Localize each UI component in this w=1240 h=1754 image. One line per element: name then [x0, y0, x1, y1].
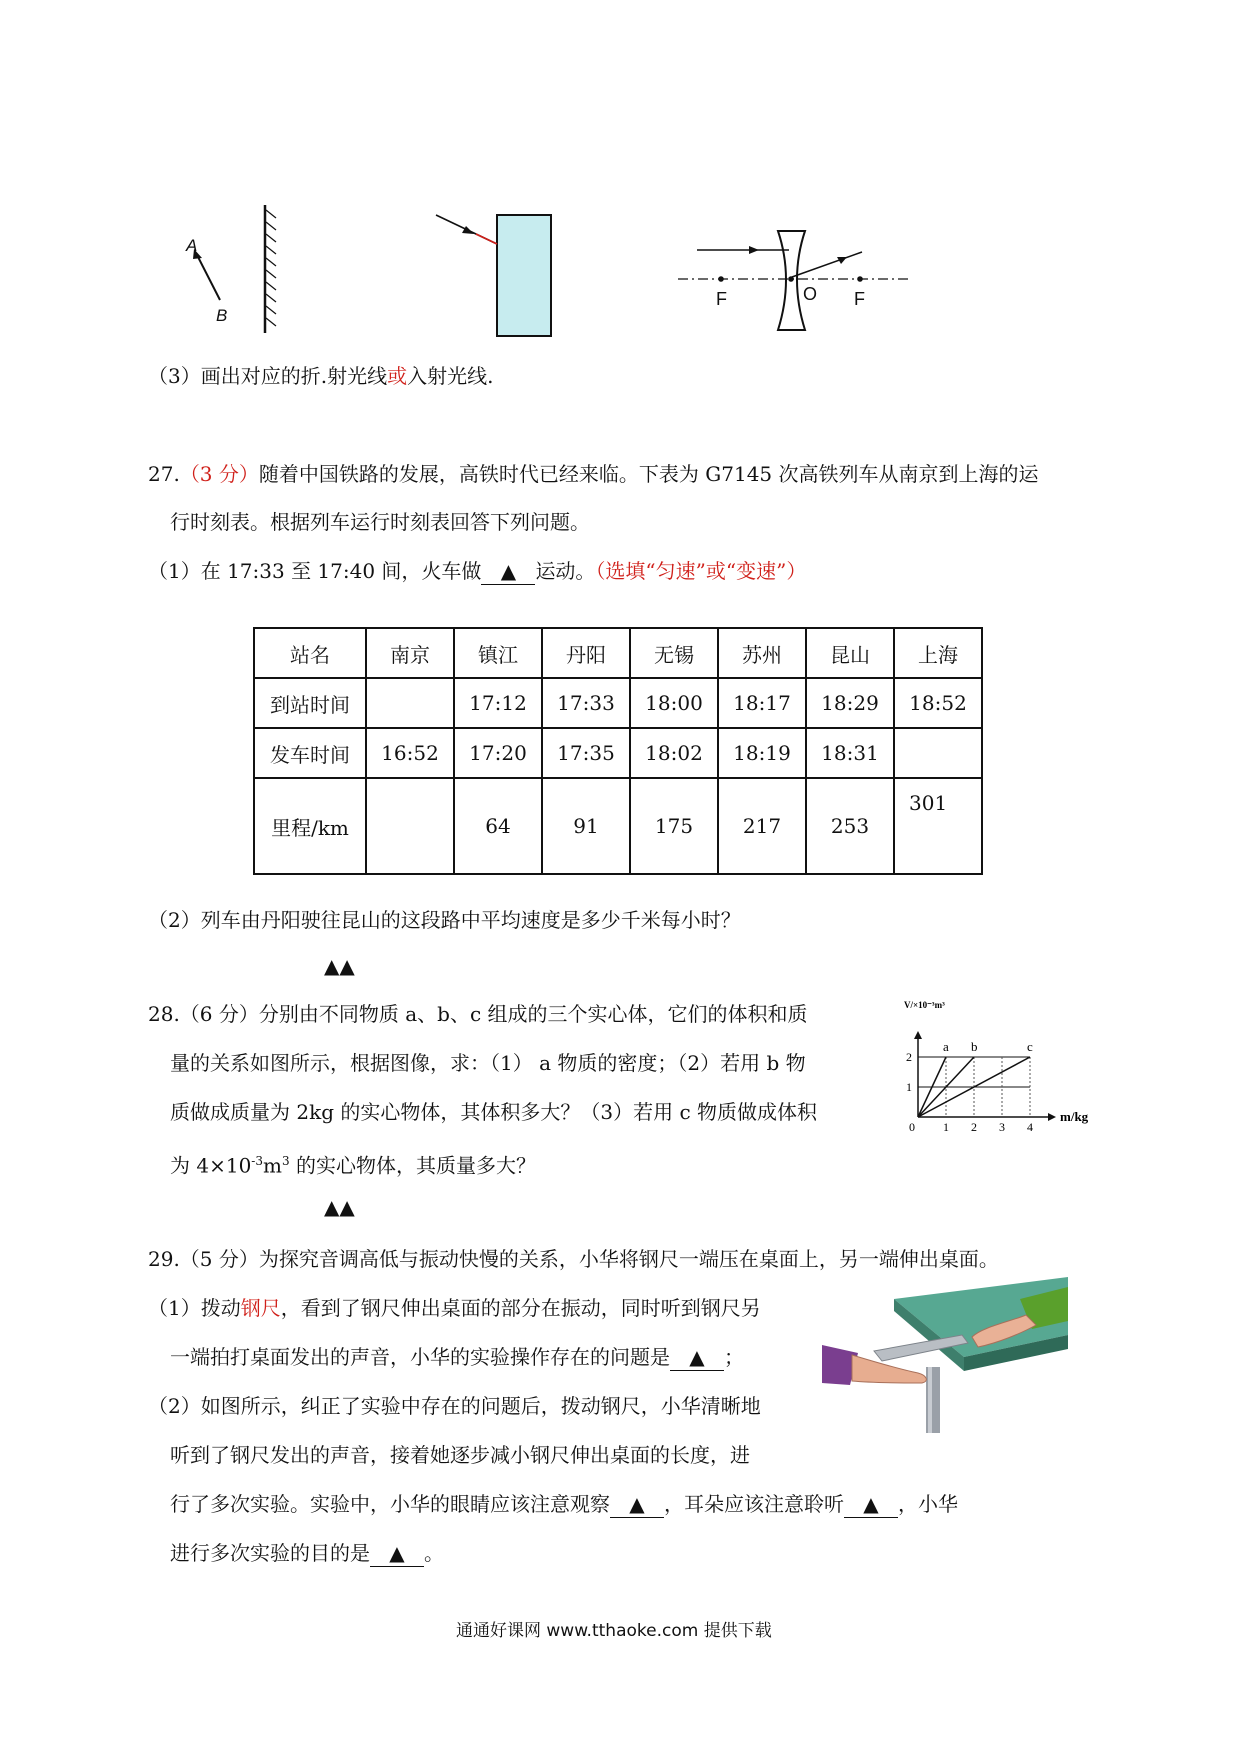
- answer-blank[interactable]: ▲: [610, 1491, 664, 1518]
- x-tick-label: 3: [999, 1120, 1005, 1134]
- volume-mass-graph: [878, 992, 1098, 1142]
- table-cell: 17:20: [454, 728, 542, 778]
- answer-blank[interactable]: ▲: [370, 1540, 424, 1567]
- series-label-b: b: [971, 1039, 978, 1054]
- focus-left-label: F: [716, 289, 727, 309]
- answer-blank[interactable]: ▲: [844, 1491, 898, 1518]
- x-tick-label: 0: [909, 1120, 915, 1134]
- table-cell: 发车时间: [254, 728, 366, 778]
- table-cell: 昆山: [806, 628, 894, 678]
- table-cell: 18:17: [718, 678, 806, 728]
- q27-part2: （2）列车由丹阳驶往昆山的这段路中平均速度是多少千米每小时？: [148, 908, 741, 932]
- table-cell: 17:33: [542, 678, 630, 728]
- table-cell: 17:12: [454, 678, 542, 728]
- q28-line1: 28.（6 分）分别由不同物质 a、b、c 组成的三个实心体，它们的体积和质: [148, 1002, 808, 1026]
- series-label-a: a: [943, 1039, 949, 1054]
- q27-answer-mark: ▲▲: [324, 954, 355, 978]
- table-cell: 175: [630, 778, 718, 874]
- table-cell: 丹阳: [542, 628, 630, 678]
- y-axis-arrow: [914, 1031, 922, 1039]
- q3-instruction: （3）画出对应的折.射光线或入射光线.: [148, 364, 494, 388]
- q29-line1: 29.（5 分）为探究音调高低与振动快慢的关系，小华将钢尺一端压在桌面上，另一端伸出桌面。: [148, 1247, 999, 1271]
- series-label-c: c: [1027, 1039, 1033, 1054]
- q27-part1: （1）在 17:33 至 17:40 间，火车做 ▲ 运动。（选填“匀速”或“变速”）: [148, 559, 807, 583]
- table-cell: 18:52: [894, 678, 982, 728]
- table-cell: [894, 728, 982, 778]
- table-cell: 18:31: [806, 728, 894, 778]
- table-cell: 91: [542, 778, 630, 874]
- x-tick-label: 2: [971, 1120, 977, 1134]
- train-timetable: [253, 627, 983, 875]
- page-footer: 通通好课网 www.tthaoke.com 提供下载: [456, 1621, 772, 1641]
- table-cell: 16:52: [366, 728, 454, 778]
- y-tick-label: 2: [906, 1050, 912, 1064]
- q28-answer-mark: ▲▲: [324, 1195, 355, 1219]
- x-tick-label: 1: [943, 1120, 949, 1134]
- timetable-header-row: [254, 628, 982, 678]
- table-cell: 南京: [366, 628, 454, 678]
- q29-part2-line1: （2）如图所示，纠正了实验中存在的问题后，拨动钢尺，小华清晰地: [148, 1394, 761, 1418]
- table-cell: 253: [806, 778, 894, 874]
- q27-stem-line1: 27.（3 分）随着中国铁路的发展，高铁时代已经来临。下表为 G7145 次高铁列车从南京到上海的运: [148, 462, 1039, 486]
- q27-stem-line2: 行时刻表。根据列车运行时刻表回答下列问题。: [170, 510, 590, 534]
- q29-part2-line4: 进行多次实验的目的是 ▲ 。: [170, 1541, 444, 1565]
- table-cell: 无锡: [630, 628, 718, 678]
- q28-line2: 量的关系如图所示，根据图像，求：（1） a 物质的密度；（2）若用 b 物: [170, 1051, 806, 1075]
- glass-block-diagram: [430, 200, 570, 345]
- x-tick-label: 4: [1027, 1120, 1033, 1134]
- table-cell: 站名: [254, 628, 366, 678]
- mirror-diagram: [180, 200, 300, 340]
- q29-part2-line2: 听到了钢尺发出的声音，接着她逐步减小钢尺伸出桌面的长度，进: [170, 1443, 750, 1467]
- x-axis-arrow: [1048, 1113, 1056, 1121]
- answer-blank[interactable]: ▲: [670, 1344, 724, 1371]
- timetable-arrival-row: [254, 678, 982, 728]
- point-b-label: B: [216, 306, 228, 325]
- x-axis-label: m/kg: [1060, 1109, 1089, 1124]
- table-cell: 17:35: [542, 728, 630, 778]
- q29-part1-line2: 一端拍打桌面发出的声音，小华的实验操作存在的问题是 ▲ ；: [170, 1345, 744, 1369]
- concave-lens-diagram: [675, 228, 915, 338]
- table-cell: 18:19: [718, 728, 806, 778]
- timetable-departure-row: [254, 728, 982, 778]
- y-tick-label: 1: [906, 1080, 912, 1094]
- table-cell: 苏州: [718, 628, 806, 678]
- table-cell: 18:00: [630, 678, 718, 728]
- ruler-experiment-photo: [822, 1277, 1068, 1433]
- optical-center-label: O: [803, 284, 818, 304]
- table-cell: 64: [454, 778, 542, 874]
- q28-line4: 为 $4\times 10^{-3}m^3$ 的实心物体，其质量多大？: [170, 1153, 536, 1178]
- focus-right-label: F: [854, 289, 865, 309]
- y-axis-label: V/×10⁻³m³: [904, 1000, 945, 1010]
- answer-blank[interactable]: ▲: [481, 558, 535, 585]
- table-cell: [366, 678, 454, 728]
- q29-part2-line3: 行了多次实验。实验中，小华的眼睛应该注意观察 ▲ ，耳朵应该注意聆听 ▲ ，小华: [170, 1492, 958, 1516]
- q28-line3: 质做成质量为 2kg 的实心物体，其体积多大？（3）若用 c 物质做成体积: [170, 1100, 818, 1124]
- table-cell: 里程/km: [254, 778, 366, 874]
- table-cell: 到站时间: [254, 678, 366, 728]
- point-a-label: A: [186, 236, 198, 255]
- timetable-distance-row: [254, 778, 982, 874]
- q29-part1-line1: （1）拨动钢尺，看到了钢尺伸出桌面的部分在振动，同时听到钢尺另: [148, 1296, 761, 1320]
- table-cell: 217: [718, 778, 806, 874]
- table-cell: [366, 778, 454, 874]
- table-cell: 18:29: [806, 678, 894, 728]
- table-cell: 301: [894, 778, 982, 874]
- table-cell: 镇江: [454, 628, 542, 678]
- table-cell: 18:02: [630, 728, 718, 778]
- table-cell: 上海: [894, 628, 982, 678]
